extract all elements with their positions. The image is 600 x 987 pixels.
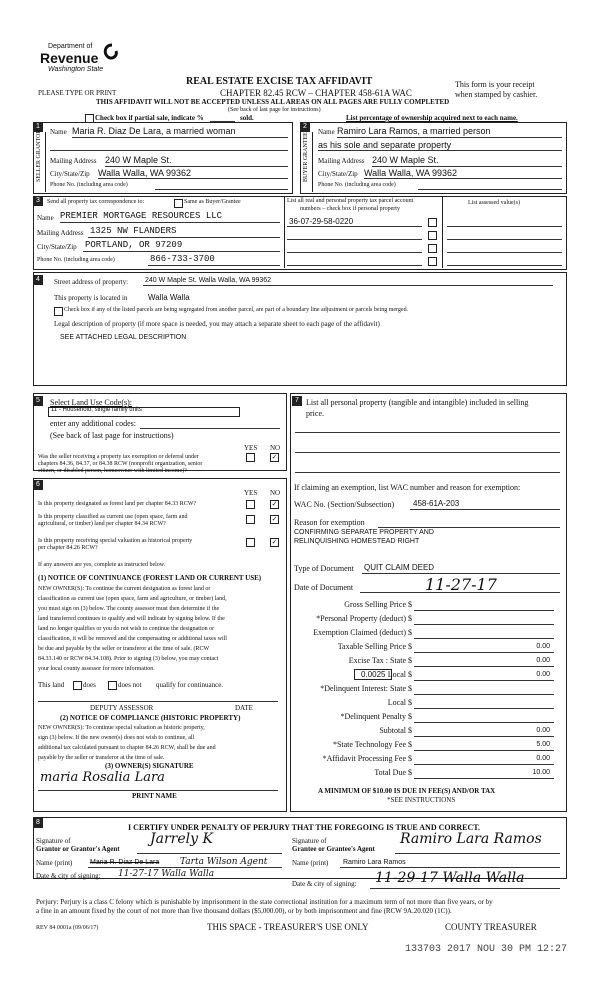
fee-value[interactable]: 0.00 [536,671,550,678]
local-rate-box[interactable]: 0.0025 [354,669,392,680]
grantee-sig-label-2: Grantee or Grantee's Agent [292,845,375,853]
fee-label: Local $ [387,698,412,707]
if-yes-note: If any answers are yes, complete as instructed below. [38,562,166,568]
grantor-sig-label-2: Grantor or Grantor's Agent [36,845,120,853]
corr-phone-label: Phone No. (including area code) [37,257,115,263]
fee-label: *Delinquent Interest: State $ [320,684,412,693]
grantee-sig-label-1: Signature of [292,837,327,845]
s5-no-checkbox[interactable]: ✓ [271,454,278,461]
land-does-checkbox[interactable] [73,681,82,690]
receipt-note-2: when stamped by cashier. [455,90,538,99]
land-does-not-label: does not [118,681,142,689]
s6-q3-line1: Is this property receiving special valuation as historical property [38,538,193,544]
fee-row-b2 [294,712,560,723]
located-in-label: This property is located in [54,294,128,302]
wac-number[interactable]: 458-61A-203 [413,499,460,508]
assessed-header: List assessed value(s) [468,200,520,206]
reason-line2[interactable]: RELINQUISHING HOMESTEAD RIGHT [294,538,420,545]
buyer-name-2[interactable]: as his sole and separate property [318,140,452,150]
parcel-4-checkbox[interactable] [428,257,437,266]
fee-value[interactable]: 0.00 [536,755,550,762]
buyer-mailing[interactable]: 240 W Maple St. [372,155,439,165]
segregated-label: Check box if any of the listed parcels are being segregated from another parcel, are part of a boundary line adjustment or parcels being merged. [64,307,409,313]
land-does-label: does [83,681,96,689]
continuance-line: classification as current use (open space, farm and agriculture, or timber) land, [38,596,227,602]
legal-desc-label: Legal description of property (if more space is needed, you may attach a separate sheet to each page of the affidavit) [54,320,380,328]
s5-yes-header: YES [244,444,258,452]
corr-name[interactable]: PREMIER MORTGAGE RESOURCES LLC [60,211,223,221]
s5-yes-checkbox[interactable] [246,453,255,462]
buyer-name-label: Name [318,128,335,136]
fee-label: Exemption Claimed (deduct) $ [313,628,412,637]
seller-city-label: City/State/Zip [50,170,90,178]
owner-signature-label: (3) OWNER(S) SIGNATURE [105,762,194,770]
continuance-line: NEW OWNER(S): To continue the current designation as forest land or [38,586,211,592]
fee-label: *Affidavit Processing Fee $ [322,754,412,763]
fees-list [294,600,560,800]
exemption-claim-label: If claiming an exemption, list WAC number and reason for exemption: [294,483,521,492]
grantor-signature[interactable]: Jarrely K [150,831,213,847]
grantee-date-city[interactable]: 11-29-17 Walla Walla [375,870,525,886]
s6-yes-header: YES [244,489,258,497]
form-warning: THIS AFFIDAVIT WILL NOT BE ACCEPTED UNLESS ALL AREAS ON ALL PAGES ARE FULLY COMPLETED [96,98,450,106]
personal-property-label: List all personal property (tangible and intangible) included in selling [306,398,529,407]
s6-q1-no-checkbox[interactable]: ✓ [271,501,278,508]
land-use-value: 11 - Household, single family units [51,407,142,413]
doc-date[interactable]: 11-27-17 [425,575,497,594]
continuance-line: you must sign on (3) below. The county assessor must then determine if the [38,606,220,612]
grantor-name-label: Name (print) [36,859,73,867]
parcel-header-1: List all real and personal property tax parcel account [287,198,414,204]
continuance-line: be due and payable by the seller or transferor at the time of sale. (RCW [38,646,210,652]
logo-revenue: Revenue [40,50,99,66]
additional-codes-label: enter any additional codes: [50,419,136,428]
land-use-see-back: (See back of last page for instructions) [50,431,174,440]
fee-label: Local $ [387,670,412,679]
see-back-note: (See back of last page for instructions) [228,107,321,113]
fee-row-4 [294,656,560,667]
section-3-number: 3 [33,196,43,206]
buyer-city-label: City/State/Zip [318,170,358,178]
section-6-number: 6 [33,480,43,490]
partial-sale-label: Check box if partial sale, indicate % [95,114,204,122]
treasurer-use-label: THIS SPACE - TREASURER'S USE ONLY [207,922,369,932]
street-address-label: Street address of property: [54,278,129,286]
fee-row-b5 [294,754,560,765]
grantee-name-label: Name (print) [292,859,329,867]
s6-q2-no-checkbox[interactable]: ✓ [271,516,278,523]
segregated-checkbox[interactable] [54,307,63,316]
continuance-line: 84.33.140 or RCW 84.34.108). Prior to signing (3) below, you may contact [38,656,219,662]
fee-row-3 [294,642,560,653]
s6-no-header: NO [270,489,281,497]
qualify-label: qualify for continuance. [156,681,224,689]
fee-row-b3 [294,726,560,737]
grantor-sig-label-1: Signature of [36,837,71,845]
continuance-line: land transferred continues to qualify and will indicate by signing below. If the [38,616,225,622]
grantee-signature[interactable]: Ramiro Lara Ramos [400,831,542,847]
parcel-3-checkbox[interactable] [428,244,437,253]
perjury-line2: a fine in an amount fixed by the court of not more than five thousand dollars ($5,000.00), or by both imprisonment and fine (RCW 9A.20.020 (1C)). [36,907,452,915]
deputy-assessor-label: DEPUTY ASSESSOR [90,704,154,712]
county-treasurer-label: COUNTY TREASURER [445,922,537,932]
revenue-logo [40,43,130,79]
fee-label: Gross Selling Price $ [344,600,412,609]
s5-question-line3: citizen, or disabled person, homeowner with limited income)? [38,468,187,474]
seller-phone-label: Phone No. (including area code) [50,182,128,188]
continuance-line: classification, it will be removed and the compensating or additional taxes will [38,636,227,642]
ownership-note: List percentage of ownership acquired next to each name. [346,114,518,122]
same-as-buyer-checkbox[interactable] [174,199,183,208]
s5-question-line2: chapters 84.36, 84.37, or 84.38 RCW (nonprofit organization, senior [38,461,203,467]
corr-phone[interactable]: 866-733-3700 [150,254,215,264]
this-land-label: This land [38,681,65,689]
section-5-number: 5 [33,396,43,406]
fee-label: Excise Tax : State $ [348,656,412,665]
grantor-name-handwritten[interactable]: Tarta Wilson Agent [180,857,268,867]
fee-label: Taxable Selling Price $ [337,642,412,651]
fee-row-2 [294,628,560,639]
buyer-grantee-label: BUYER GRANTEE [303,132,309,182]
fee-value[interactable]: 0.00 [536,657,550,664]
rev-number: REV 84 0001a (09/06/17) [36,925,99,931]
s6-q3-yes-checkbox[interactable] [246,538,255,547]
minimum-due-note: A MINIMUM OF $10.00 IS DUE IN FEE(S) AND/OR TAX [318,787,496,795]
section-2-number: 2 [300,122,310,132]
fee-row-b1 [294,698,560,709]
buyer-phone-label: Phone No. (including area code) [318,182,396,188]
fee-label: Subtotal $ [379,726,412,735]
s6-q3-line2: per chapter 84.26 RCW? [38,545,98,551]
cashier-stamp: 133703 2017 NOU 30 PM 12:27 [405,944,568,955]
see-instructions-note: *SEE INSTRUCTIONS [387,796,456,804]
continuance-line: your local county assessor for more information. [38,666,155,672]
legal-description[interactable]: SEE ATTACHED LEGAL DESCRIPTION [60,334,187,341]
form-chapter: CHAPTER 82.45 RCW – CHAPTER 458-61A WAC [220,88,412,98]
fee-label: Total Due $ [374,768,412,777]
buyer-city[interactable]: Walla Walla, WA 99362 [364,168,458,178]
s6-q2-line1: Is this property classified as current use (open space, farm and [38,514,188,520]
fee-row-b6 [294,768,560,779]
corr-mailing[interactable]: 1325 NW FLANDERS [90,226,177,236]
perjury-line1: Perjury: Perjury is a class C felony which is punishable by imprisonment in the state correctional institution for a maximum term of not more than five years, or by [36,898,493,906]
fee-label: *Delinquent Penalty $ [340,712,412,721]
fee-value[interactable]: 5.00 [536,741,550,748]
fee-value[interactable]: 0.00 [536,643,550,650]
notice-compliance-text [38,723,283,763]
s5-no-header: NO [270,444,281,452]
notice-compliance-heading: (2) NOTICE OF COMPLIANCE (HISTORIC PROPERTY) [60,714,241,722]
notice-continuance-heading: (1) NOTICE OF CONTINUANCE (FOREST LAND OR CURRENT USE) [38,574,262,582]
fee-label: *State Technology Fee $ [332,740,412,749]
corr-mailing-label: Mailing Address [37,229,84,237]
doc-date-label: Date of Document [294,583,354,592]
personal-property-price: price. [306,409,324,418]
s6-q1: Is this property designated as forest land per chapter 84.33 RCW? [38,501,197,507]
fee-value[interactable]: 0.00 [536,727,550,734]
seller-mailing-label: Mailing Address [50,157,97,165]
seller-name-label: Name [50,128,67,136]
certify-statement: I CERTIFY UNDER PENALTY OF PERJURY THAT THE FOREGOING IS TRUE AND CORRECT. [128,823,481,832]
s6-q1-yes-checkbox[interactable] [246,500,255,509]
grantor-date-city[interactable]: 11-27-17 Walla Walla [118,869,215,879]
parcel-number-1[interactable]: 36-07-29-58-0220 [289,217,354,226]
fee-row-b0 [294,684,560,695]
fee-row-b4 [294,740,560,751]
reason-line1[interactable]: CONFIRMING SEPARATE PROPERTY AND [294,529,434,536]
fee-row-local-rate [294,670,560,682]
compliance-line: additional tax calculated pursuant to chapter 84.26 RCW, shall be due and [38,745,216,751]
same-as-buyer-label: Same as Buyer/Grantee [184,199,241,205]
notice-continuance-text [38,584,283,674]
grantor-date-label: Date & city of signing: [36,872,101,880]
land-does-not-checkbox[interactable] [108,681,117,690]
seller-name[interactable]: Maria R. Diaz De Lara, a married woman [72,126,236,136]
owner-signature[interactable]: maria Rosalia Lara [40,770,165,785]
fee-value[interactable]: 10.00 [532,769,550,776]
buyer-mailing-label: Mailing Address [318,157,365,165]
s6-q2-line2: agricultural, or timber) land per chapter 84.34 RCW? [38,521,166,527]
section-8-number: 8 [33,818,43,828]
logo-swirl-icon [102,43,122,65]
parcel-2-checkbox[interactable] [428,231,437,240]
parcel-header-2: numbers – check box if personal property [300,206,400,212]
compliance-line: payable by the seller or transferor at the time of sale. [38,755,165,761]
form-title: REAL ESTATE EXCISE TAX AFFIDAVIT [186,76,373,87]
parcel-1-checkbox[interactable] [428,218,437,227]
street-address[interactable]: 240 W Maple St. Walla Walla, WA 99362 [145,277,272,284]
corr-city-label: City/State/Zip [37,243,77,251]
deputy-date-label: DATE [235,704,253,712]
compliance-line: sign (3) below. If the new owner(s) does not wish to continue, all [38,735,195,741]
section-1-number: 1 [33,122,43,132]
section-4-box [33,272,567,386]
corr-city[interactable]: PORTLAND, OR 97209 [85,240,183,250]
logo-state: Washington State [48,66,104,73]
buyer-name-1[interactable]: Ramiro Lara Ramos, a married person [337,126,491,136]
grantor-name[interactable]: Maria R. Diaz De Lara [90,859,160,866]
reason-label: Reason for exemption [294,518,365,527]
seller-city[interactable]: Walla Walla, WA 99362 [98,168,192,178]
doc-type-label: Type of Document [294,564,354,573]
land-use-label: Select Land Use Code(s): [50,398,132,407]
section-4-number: 4 [33,275,43,285]
doc-type[interactable]: QUIT CLAIM DEED [364,563,435,572]
receipt-note-1: This form is your receipt [455,80,535,89]
logo-dept-of: Department of [48,43,93,50]
continuance-line: land no longer qualifies or you do not wish to continue the designation or [38,626,215,632]
correspondence-label: Send all property tax correspondence to: [47,199,145,205]
seller-mailing[interactable]: 240 W Maple St. [105,155,172,165]
s6-q2-yes-checkbox[interactable] [246,515,255,524]
fee-label: *Personal Property (deduct) $ [316,614,412,623]
seller-grantor-label: SELLER GRANTOR [36,129,42,182]
type-or-print: PLEASE TYPE OR PRINT [38,89,117,97]
wac-label: WAC No. (Section/Subsection) [294,500,395,509]
located-in[interactable]: Walla Walla [148,293,190,302]
print-name-label: PRINT NAME [132,792,177,800]
compliance-line: NEW OWNER(S): To continue special valuation as historic property, [38,725,205,731]
corr-name-label: Name [37,214,54,222]
fee-row-0 [294,600,560,611]
fee-row-1 [294,614,560,625]
section-7-number: 7 [292,396,302,406]
sold-label: sold. [240,114,254,122]
s6-q3-no-checkbox[interactable]: ✓ [271,539,278,546]
grantee-name[interactable]: Ramiro Lara Ramos [343,859,406,866]
grantee-date-label: Date & city of signing: [292,880,357,888]
s5-question-line1: Was the seller receiving a property tax exemption or deferral under [38,454,199,460]
